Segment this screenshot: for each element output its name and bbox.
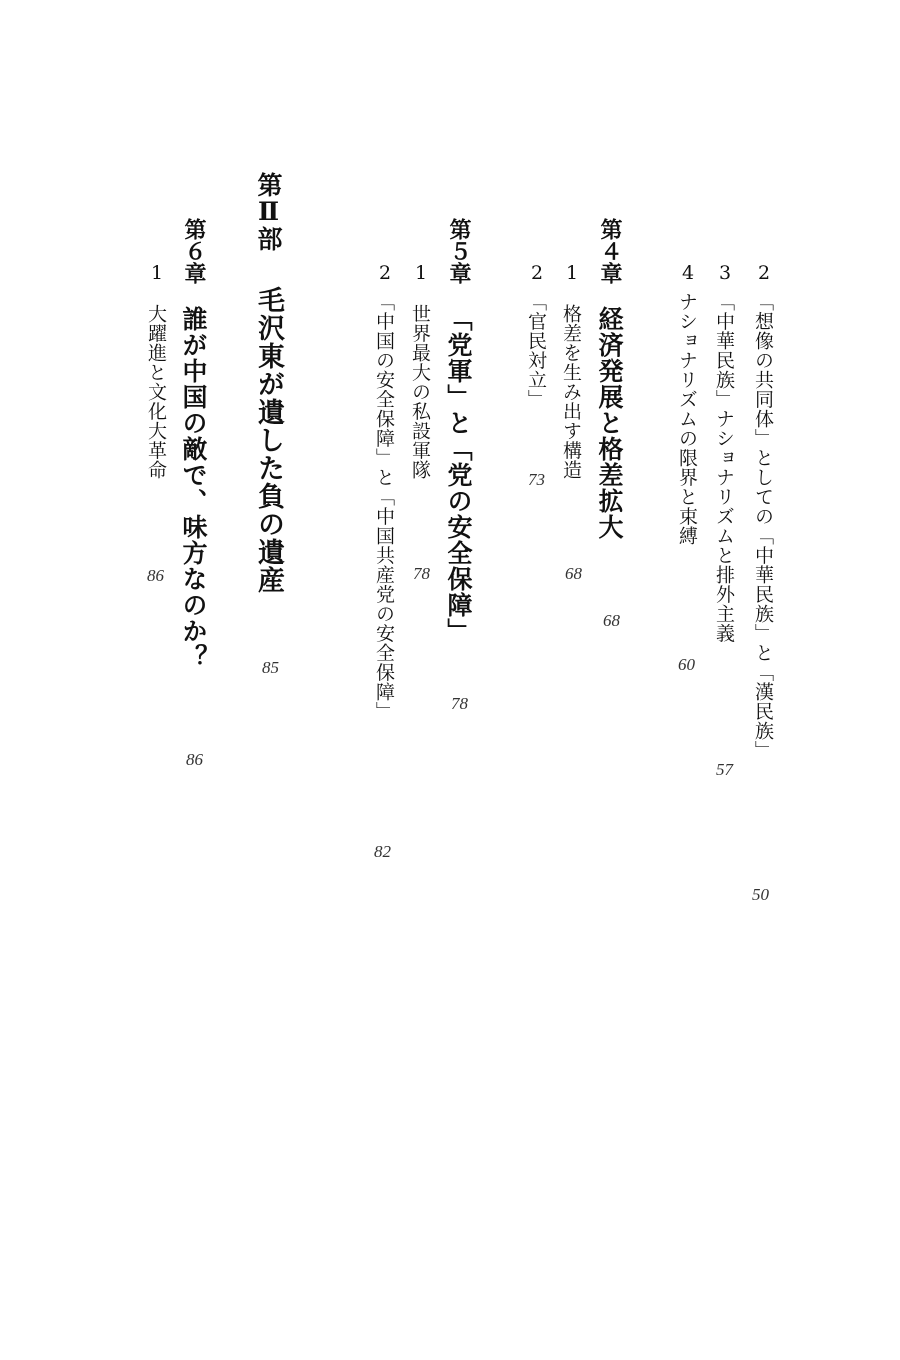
section-title: 世界最大の私設軍隊 xyxy=(409,304,431,480)
section-title: 「中国の安全保障」と「中国共産党の安全保障」 xyxy=(373,292,395,721)
page-number: 60 xyxy=(678,655,695,674)
section-title: 「中華民族」ナショナリズムと排外主義 xyxy=(713,292,735,643)
section-number: 2 xyxy=(374,262,396,284)
section-title: 「官民対立」 xyxy=(525,292,547,409)
section-title: 「想像の共同体」としての「中華民族」と「漢民族」 xyxy=(752,292,774,760)
section-number: 1 xyxy=(146,262,168,284)
page-number: 78 xyxy=(413,564,430,583)
page-number: 86 xyxy=(147,566,164,585)
part-title: 毛沢東が遺した負の遺産 xyxy=(253,286,284,594)
chapter-title: 経済発展と格差拡大 xyxy=(595,306,624,540)
chapter-label: 第４章 xyxy=(597,218,623,284)
part-label: 第Ⅱ部 xyxy=(254,172,283,251)
page-number: 50 xyxy=(752,885,769,904)
chapter-label: 第６章 xyxy=(181,218,207,284)
page-number: 57 xyxy=(716,760,733,779)
section-number: 2 xyxy=(753,262,775,284)
section-number: 3 xyxy=(714,262,736,284)
section-title: 大躍進と文化大革命 xyxy=(145,304,167,480)
page-number: 68 xyxy=(565,564,582,583)
page-number: 82 xyxy=(374,842,391,861)
page-number: 78 xyxy=(451,694,468,713)
section-number: 1 xyxy=(561,262,583,284)
chapter-title: 「党軍」と「党の安全保障」 xyxy=(444,306,473,644)
page-number: 86 xyxy=(186,750,203,769)
section-number: 2 xyxy=(526,262,548,284)
section-number: 1 xyxy=(410,262,432,284)
page-number: 73 xyxy=(528,470,545,489)
section-title: 格差を生み出す構造 xyxy=(560,304,582,480)
section-number: 4 xyxy=(677,262,699,284)
section-title: ナショナリズムの限界と束縛 xyxy=(676,292,698,546)
chapter-title: 誰が中国の敵で、味方なのか？ xyxy=(179,306,208,670)
page-number: 85 xyxy=(262,658,279,677)
chapter-label: 第５章 xyxy=(446,218,472,284)
page-number: 68 xyxy=(603,611,620,630)
